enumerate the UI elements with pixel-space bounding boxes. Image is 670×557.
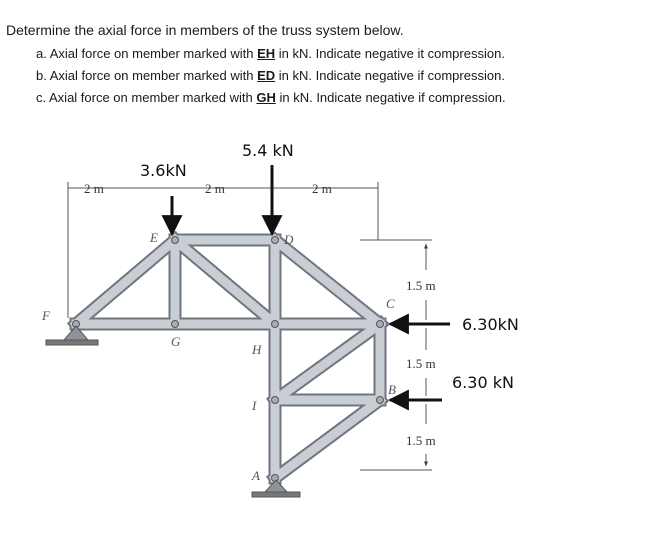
dim-v3: 1.5 m bbox=[406, 433, 436, 448]
question-part-b: b. Axial force on member marked with ED in kN. Indicate negative if compression. bbox=[36, 68, 505, 83]
node-d: D bbox=[284, 232, 294, 247]
dim-v2: 1.5 m bbox=[406, 356, 436, 371]
load-c-label: 6.30kN bbox=[462, 315, 519, 334]
node-f: F bbox=[42, 308, 50, 323]
truss-members bbox=[76, 240, 380, 478]
node-i: I bbox=[252, 398, 257, 413]
load-b-label: 6.30 kN bbox=[452, 373, 514, 392]
node-h: H bbox=[252, 342, 262, 357]
load-d-label: 5.4 kN bbox=[242, 141, 294, 160]
question-title: Determine the axial force in members of the truss system below. bbox=[6, 22, 404, 38]
load-e-label: 3.6kN bbox=[140, 161, 187, 180]
dim-h1: 2 m bbox=[84, 181, 104, 196]
dim-h2: 2 m bbox=[205, 181, 225, 196]
node-g: G bbox=[171, 334, 181, 349]
question-part-c: c. Axial force on member marked with GH in kN. Indicate negative if compression. bbox=[36, 90, 506, 105]
node-a: A bbox=[252, 468, 260, 483]
question-part-a: a. Axial force on member marked with EH in kN. Indicate negative it compression. bbox=[36, 46, 505, 61]
member-eh: EH bbox=[257, 46, 276, 61]
node-b: B bbox=[388, 382, 396, 397]
node-c: C bbox=[386, 296, 395, 311]
dim-h3: 2 m bbox=[312, 181, 332, 196]
node-e: E bbox=[150, 230, 158, 245]
dim-v1: 1.5 m bbox=[406, 278, 436, 293]
member-gh: GH bbox=[256, 90, 276, 105]
member-ed: ED bbox=[257, 68, 276, 83]
